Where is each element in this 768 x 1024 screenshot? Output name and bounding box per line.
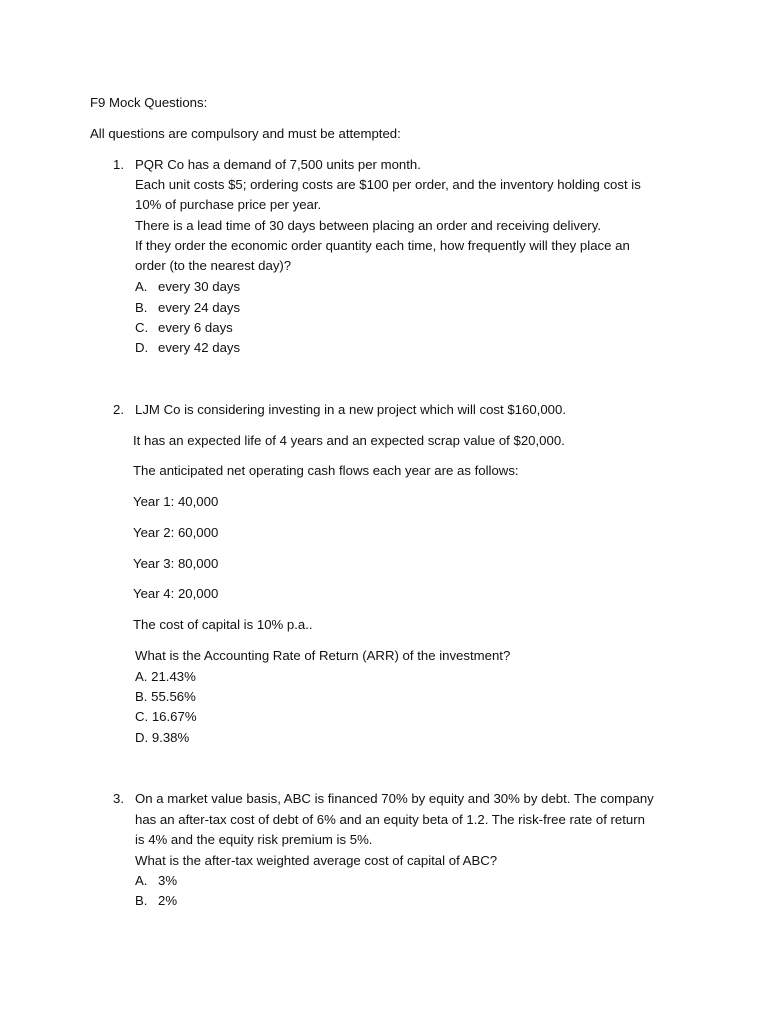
question-text-line: What is the after-tax weighted average cost of capital of ABC? xyxy=(135,853,498,868)
question-text-line: There is a lead time of 30 days between placing an order and receiving delivery. xyxy=(135,218,601,233)
question-text-line: has an after-tax cost of debt of 6% and an equity beta of 1.2. The risk-free rate of return xyxy=(135,812,645,827)
option-letter: A. xyxy=(135,873,148,888)
question-text-line: What is the Accounting Rate of Return (ARR) of the investment? xyxy=(135,648,511,663)
answer-option-b: B. 55.56% xyxy=(135,689,196,704)
cash-flow-year-3: Year 3: 80,000 xyxy=(133,556,219,571)
question-text-line: The anticipated net operating cash flows each year are as follows: xyxy=(133,463,519,478)
option-text: 2% xyxy=(158,893,178,908)
answer-option-d: D. 9.38% xyxy=(135,730,190,745)
question-number: 2. xyxy=(113,402,124,417)
question-text-line: The cost of capital is 10% p.a.. xyxy=(133,617,313,632)
question-text-line: If they order the economic order quantity each time, how frequently will they place an xyxy=(135,238,630,253)
option-text: every 6 days xyxy=(158,320,233,335)
cash-flow-year-4: Year 4: 20,000 xyxy=(133,586,219,601)
instructions-text: All questions are compulsory and must be attempted: xyxy=(90,126,401,141)
answer-option-c: C. 16.67% xyxy=(135,709,197,724)
question-text-line: PQR Co has a demand of 7,500 units per month. xyxy=(135,157,421,172)
option-letter: D. xyxy=(135,340,149,355)
question-number: 1. xyxy=(113,157,124,172)
question-text-line: LJM Co is considering investing in a new project which will cost $160,000. xyxy=(135,402,567,417)
option-text: every 24 days xyxy=(158,300,241,315)
question-text-line: It has an expected life of 4 years and an expected scrap value of $20,000. xyxy=(133,433,565,448)
option-text: every 42 days xyxy=(158,340,241,355)
question-text-line: order (to the nearest day)? xyxy=(135,258,292,273)
option-letter: B. xyxy=(135,893,148,908)
question-text-line: On a market value basis, ABC is financed 70% by equity and 30% by debt. The company xyxy=(135,791,654,806)
question-text-line: Each unit costs $5; ordering costs are $100 per order, and the inventory holding cost is xyxy=(135,177,641,192)
cash-flow-year-2: Year 2: 60,000 xyxy=(133,525,219,540)
question-text-line: 10% of purchase price per year. xyxy=(135,197,322,212)
document-title: F9 Mock Questions: xyxy=(90,95,208,110)
option-letter: C. xyxy=(135,320,149,335)
question-number: 3. xyxy=(113,791,124,806)
option-letter: A. xyxy=(135,279,148,294)
option-text: 3% xyxy=(158,873,178,888)
option-letter: B. xyxy=(135,300,148,315)
question-text-line: is 4% and the equity risk premium is 5%. xyxy=(135,832,373,847)
option-text: every 30 days xyxy=(158,279,241,294)
cash-flow-year-1: Year 1: 40,000 xyxy=(133,494,219,509)
answer-option-a: A. 21.43% xyxy=(135,669,196,684)
